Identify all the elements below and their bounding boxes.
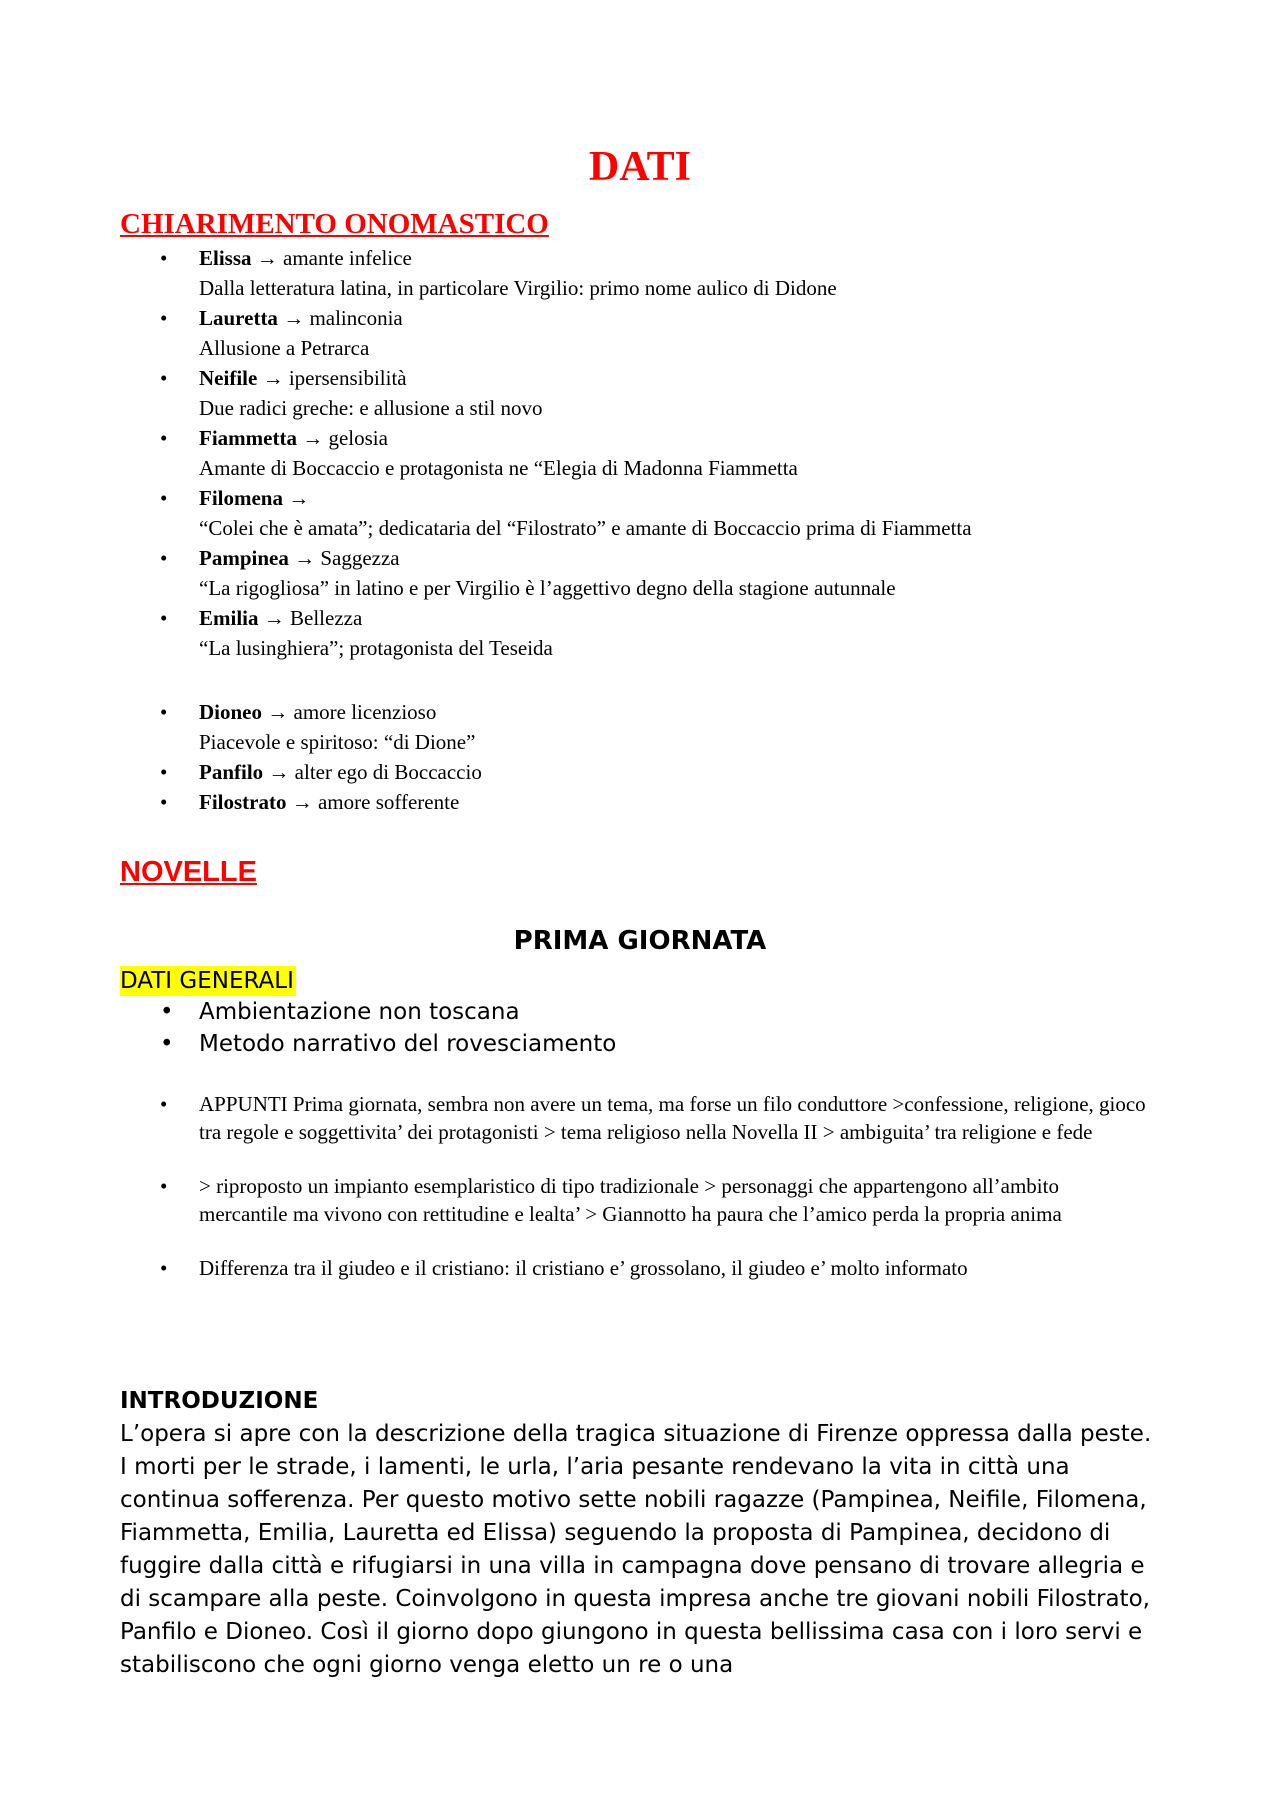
arrow-icon: → xyxy=(256,246,278,270)
note-item xyxy=(0,1090,1280,1146)
arrow-icon: → xyxy=(291,790,313,814)
bullet-icon: • xyxy=(160,760,168,784)
bullet-icon: • xyxy=(160,306,168,330)
bullet-icon: • xyxy=(160,546,168,570)
entry-meaning: alter ego di Boccaccio xyxy=(294,760,482,784)
name-entry xyxy=(0,243,1280,303)
general-item-text: Ambientazione non toscana xyxy=(199,999,520,1025)
name-entry xyxy=(0,757,1280,787)
entry-description: Dalla letteratura latina, in particolare Virgilio: primo nome aulico di Didone xyxy=(199,276,837,300)
entry-name: Fiammetta xyxy=(199,426,297,450)
bullet-icon: • xyxy=(160,1031,174,1057)
name-entry xyxy=(0,303,1280,363)
name-entry xyxy=(0,697,1280,757)
note-text: APPUNTI Prima giornata, sembra non avere un tema, ma forse un filo conduttore >confessione, religione, gioco tra regole e soggettivita’ dei protagonisti > tema religioso nella Novella II > ambiguita’ tra religione e fede xyxy=(199,1092,1146,1144)
arrow-icon: → xyxy=(263,606,285,630)
section-heading-novelle: NOVELLE xyxy=(120,856,257,888)
note-item xyxy=(0,1254,1280,1282)
entry-meaning: amante infelice xyxy=(283,246,412,270)
arrow-icon: → xyxy=(268,760,290,784)
entry-name: Filostrato xyxy=(199,790,287,814)
note-text: > riproposto un impianto esemplaristico di tipo tradizionale > personaggi che appartengono all’ambito mercantile ma vivono con rettitudine e lealta’ > Giannotto ha paura che l’amico perda la propria anima xyxy=(199,1174,1062,1226)
page-title: DATI xyxy=(589,144,691,190)
entry-meaning: ipersensibilità xyxy=(288,366,407,390)
bullet-icon: • xyxy=(160,1174,168,1198)
name-list-secondary xyxy=(0,697,1280,817)
name-entry xyxy=(0,483,1280,543)
name-entry xyxy=(0,423,1280,483)
entry-name: Lauretta xyxy=(199,306,278,330)
entry-meaning: Bellezza xyxy=(290,606,363,630)
bullet-icon: • xyxy=(160,426,168,450)
note-text: Differenza tra il giudeo e il cristiano: il cristiano e’ grossolano, il giudeo e’ molto informato xyxy=(199,1256,968,1280)
intro-paragraph: L’opera si apre con la descrizione della tragica situazione di Firenze oppressa dalla peste. I morti per le strade, i lamenti, le urla, l’aria pesante rendevano la vita in città una continua sofferenza. Per questo motivo sette nobili ragazze (Pampinea, Neifile, Filomena, Fiammetta, Emilia, Lauretta ed Elissa) seguendo la proposta di Pampinea, decidono di fuggire dalla città e rifugiarsi in una villa in campagna dove pensano di trovare allegria e di scampare alla peste. Coinvolgono in questa impresa anche tre giovani nobili Filostrato, Panfilo e Dioneo. Così il giorno dopo giungono in questa bellissima casa con i loro servi e stabiliscono che ogni giorno venga eletto un re o una xyxy=(120,1421,1152,1678)
entry-name: Panfilo xyxy=(199,760,264,784)
entry-description: Allusione a Petrarca xyxy=(199,336,370,360)
name-entry xyxy=(0,603,1280,663)
entry-meaning: gelosia xyxy=(328,426,388,450)
entry-meaning: Saggezza xyxy=(320,546,400,570)
entry-name: Dioneo xyxy=(199,700,262,724)
name-entry xyxy=(0,787,1280,817)
entry-meaning: malinconia xyxy=(309,306,403,330)
general-item xyxy=(0,1028,1280,1060)
dati-generali-label: DATI GENERALI xyxy=(120,968,294,994)
bullet-icon: • xyxy=(160,1256,168,1280)
general-item-text: Metodo narrativo del rovesciamento xyxy=(199,1031,617,1057)
general-item xyxy=(0,996,1280,1028)
bullet-icon: • xyxy=(160,606,168,630)
entry-name: Filomena xyxy=(199,486,283,510)
entry-name: Emilia xyxy=(199,606,259,630)
bullet-icon: • xyxy=(160,700,168,724)
bullet-icon: • xyxy=(160,1092,168,1116)
entry-meaning: amore sofferente xyxy=(317,790,460,814)
entry-meaning: amore licenzioso xyxy=(293,700,437,724)
entry-description: Piacevole e spiritoso: “di Dione” xyxy=(199,730,476,754)
arrow-icon: → xyxy=(294,546,316,570)
notes-list xyxy=(0,1090,1280,1282)
entry-name: Elissa xyxy=(199,246,252,270)
arrow-icon: → xyxy=(283,306,305,330)
name-list xyxy=(0,243,1280,663)
bullet-icon: • xyxy=(160,366,168,390)
giornata-heading: PRIMA GIORNATA xyxy=(513,926,767,956)
entry-description: Due radici greche: e allusione a stil novo xyxy=(199,396,543,420)
general-data-list xyxy=(0,996,1280,1060)
bullet-icon: • xyxy=(160,790,168,814)
arrow-icon: → xyxy=(288,486,310,510)
entry-description: Amante di Boccaccio e protagonista ne “Elegia di Madonna Fiammetta xyxy=(199,456,798,480)
note-item xyxy=(0,1172,1280,1228)
entry-name: Neifile xyxy=(199,366,258,390)
entry-description: “La rigogliosa” in latino e per Virgilio è l’aggettivo degno della stagione autunnale xyxy=(199,576,896,600)
bullet-icon: • xyxy=(160,246,168,270)
section-heading-onomastico: CHIARIMENTO ONOMASTICO xyxy=(120,208,549,240)
bullet-icon: • xyxy=(160,486,168,510)
name-entry xyxy=(0,363,1280,423)
arrow-icon: → xyxy=(267,700,289,724)
arrow-icon: → xyxy=(262,366,284,390)
name-entry xyxy=(0,543,1280,603)
arrow-icon: → xyxy=(302,426,324,450)
entry-name: Pampinea xyxy=(199,546,289,570)
bullet-icon: • xyxy=(160,999,174,1025)
entry-description: “Colei che è amata”; dedicataria del “Filostrato” e amante di Boccaccio prima di Fiammetta xyxy=(199,516,972,540)
intro-heading: INTRODUZIONE xyxy=(120,1388,319,1414)
entry-description: “La lusinghiera”; protagonista del Teseida xyxy=(199,636,553,660)
